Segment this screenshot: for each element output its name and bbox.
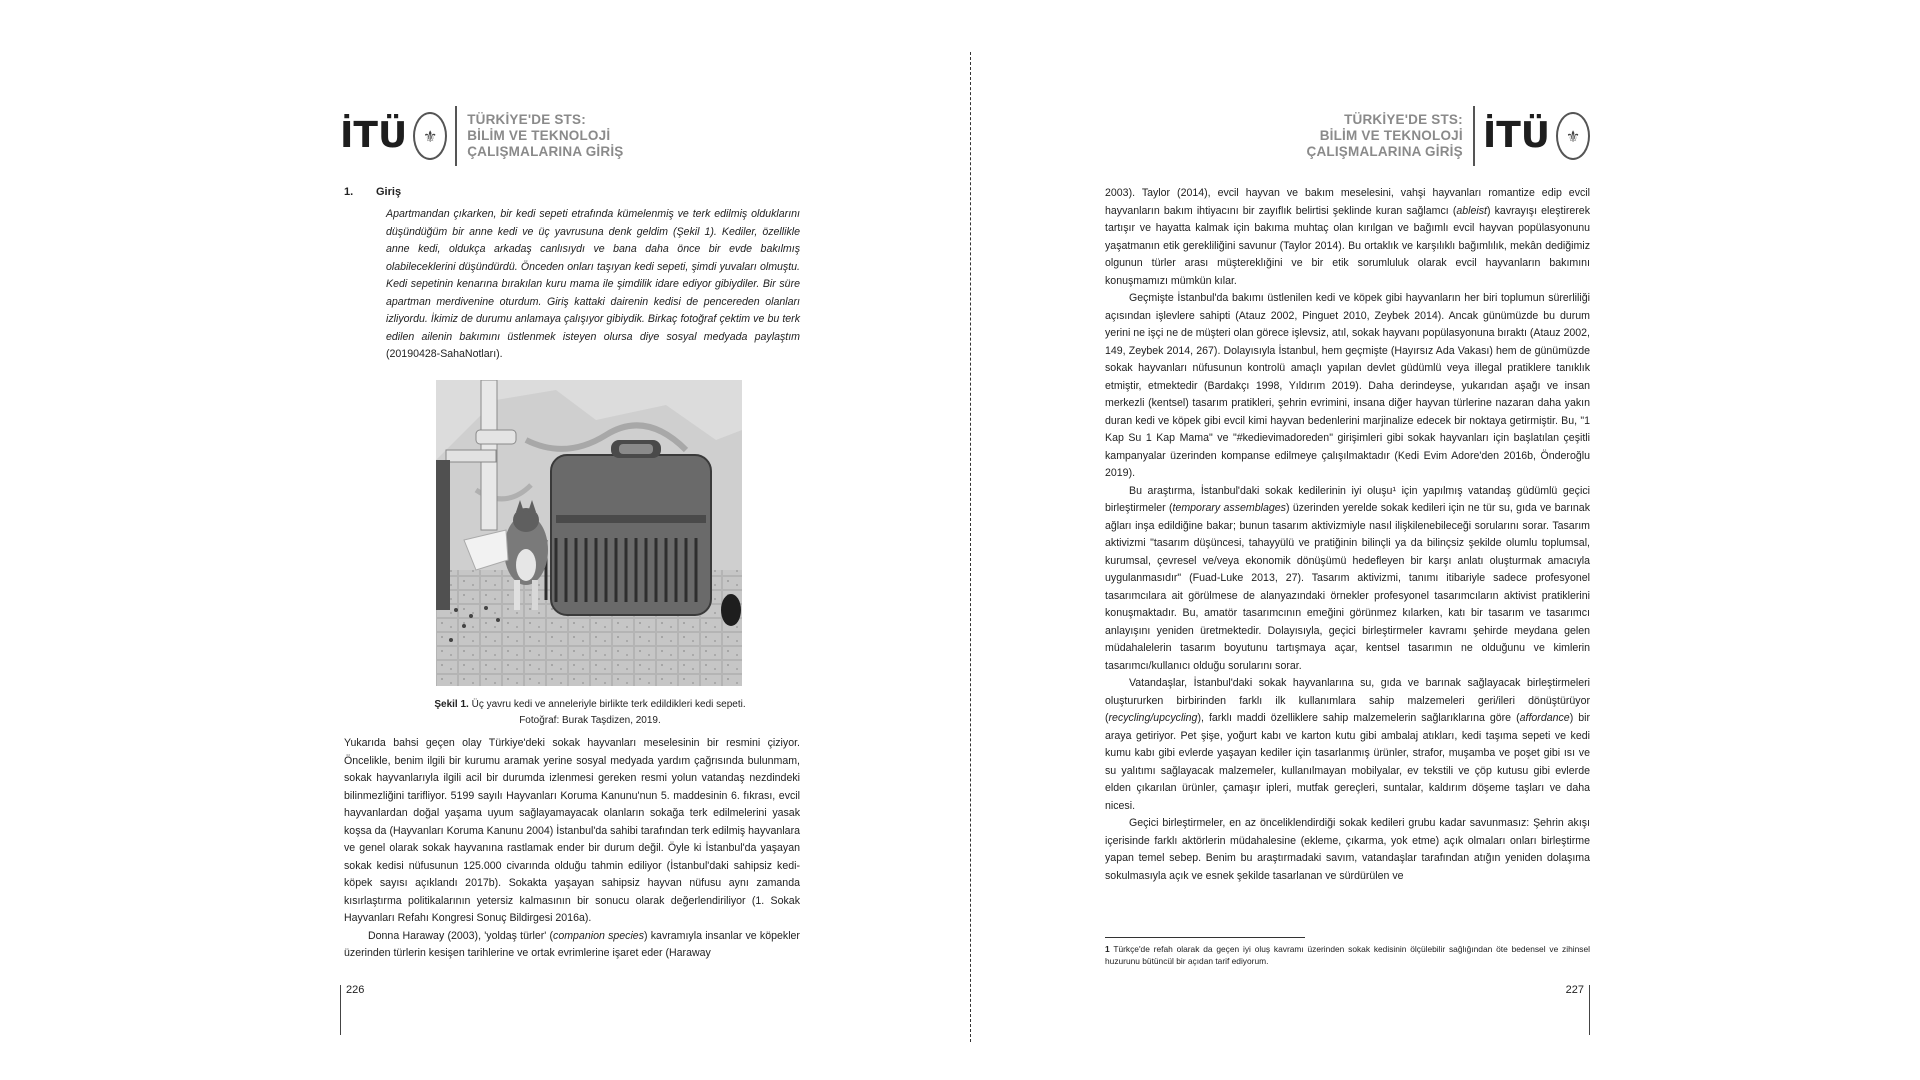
figure-caption-text: Üç yavru kedi ve anneleriyle birlikte terk edildikleri kedi sepeti.	[471, 699, 746, 710]
section-number: 1.	[344, 186, 354, 198]
university-seal-icon: ⚜	[413, 112, 447, 160]
book-series-title: TÜRKİYE'DE STS: BİLİM VE TEKNOLOJİ ÇALIŞMALARINA GİRİŞ	[467, 112, 624, 159]
left-page	[340, 0, 800, 1080]
footnote-number: 1	[1105, 944, 1110, 954]
figure-label: Şekil 1.	[434, 699, 469, 710]
page-header	[1307, 106, 1590, 166]
left-body-text	[344, 735, 800, 963]
body-paragraph: Donna Haraway (2003), 'yoldaş türler' (companion species) kavramıyla insanlar ve köpekler üzerinden türlerin kesişen tarihlerine ve ortak evrimlerine işaret eder (Haraway	[344, 929, 800, 959]
field-note-text: Apartmandan çıkarken, bir kedi sepeti etrafında kümelenmiş ve terk edilmiş olduklarını düşündüğüm bir anne kedi ve üç yavrusuna denk geldim (Şekil 1). Kediler, özellikle anne kedi, oldukça arkadaş canlısıydı ve bana daha önce bir evde bakılmış olabileceklerini düşündürdü. Önceden onları taşıyan kedi sepeti, şimdi yuvaları olmuştu. Kedi sepetinin kenarına bırakılan kuru mama ile şimdilik idare ediyor gibiydiler. Bir süre apartman merdivenine oturdum. Giriş kattaki dairenin kedisi de pencereden olanları izliyordu. İkimiz de durumu anlamaya çalışıyor gibiydik. Birkaç fotoğraf çektim ve bu terk edilen ailenin bakımını üstlenmek isteyen olursa diye sosyal medyada paylaştım	[386, 208, 800, 343]
page-number: 226	[346, 984, 365, 996]
page-header	[340, 106, 623, 166]
header-divider	[1473, 106, 1475, 166]
body-paragraph: Bu araştırma, İstanbul'daki sokak kedilerinin iyi oluşu¹ için yapılmış vatandaş güdümlü geçici birleştirmeler (temporary assemblages) üzerinden yerelde sokak kedileri için ne tür su, gıda ve barınak ağları inşa edildiğine bakar; bunun tasarım aktivizmiyle nasıl ilişkilenebileceği sorularını sorar. Tasarım aktivizmi "tasarım düşüncesi, tahayyülü ve pratiğinin bilinçli ya da bilinçsiz şekilde olumlu toplumsal, kurumsal, çevresel ve/veya ekonomik dönüşümü hedefleyen bir karşı anlatı oluşturmak amacıyla uygulanmasıdır" (Fuad-Luke 2013, 27). Tasarım aktivizmi, tanımı itibariyle sadece profesyonel tasarımcılara ait görülmese de alanyazındaki örnekler profesyonel tasarımcıların aktivist pratiklerini konuşmaktadır. Bu, amatör tasarımcının emeğini görünmez kılarken, katı bir tasarım ve tasarımcı anlayışını yeniden üretmektedir. Dolayısıyla, geçici birleştirmeler kavramı şehirde meydana gelen müdahalelerin tasarım boyutunu tartışmaya açar, kentsel tasarımın ne olduğunu ve kimlerin tasarımcı/kullanıcı olduğu sorularını sorar.	[1105, 484, 1590, 672]
footnote	[1105, 943, 1590, 967]
cat-carrier-photo	[436, 380, 742, 686]
page-corner-line	[340, 985, 341, 1035]
field-note-reference: (20190428-SahaNotları).	[386, 348, 503, 360]
right-page	[1105, 0, 1590, 1080]
figure-photo	[436, 380, 742, 686]
body-paragraph: Vatandaşlar, İstanbul'daki sokak hayvanlarına su, gıda ve barınak sağlayacak birleştirmeleri oluştururken birbirinden farklı ilk kullanımlara sahip malzemeleri geri/ileri dönüştürüyor (recycling/upcycling), farklı maddi özelliklere sahip malzemelerin sağlarıklarına göre (affordance) bir araya getiriyor. Pet şişe, yoğurt kabı ve karton kutu gibi ambalaj atıkları, kedi taşıma sepeti ve kedi kumu kabı gibi evlerde yaşayan kediler için tasarlanmış ürünler, strafor, muşamba ve poşet gibi ısı ve su yalıtımı sağlayacak malzemeler, kullanılmayan mobilyalar, ev tekstili ve çöp kutusu gibi evlerde elden çıkarılan ürünler, çamaşır ipleri, mutfak gereçleri, suntalar, kaldırım döşeme taşları ve daha nicesi.	[1105, 677, 1591, 812]
figure-caption	[380, 697, 800, 729]
section-heading	[344, 186, 401, 198]
body-paragraph: Geçici birleştirmeler, en az önceliklendirdiği sokak kedileri grubu kadar savunmasız: Şehrin akışı içerisinde farklı aktörlerin müdahalesine (ekleme, çıkarma, yok etme) açık olmaları onları birleştirme yapan temel sebep. Benim bu araştırmadaki savım, vatandaşlar tarafından atığın yeniden dolaşıma sokulmasıyla açık ve esnek şekilde tasarlanan ve sürdürülen ve	[1105, 817, 1590, 882]
book-series-title: TÜRKİYE'DE STS: BİLİM VE TEKNOLOJİ ÇALIŞMALARINA GİRİŞ	[1306, 112, 1463, 159]
body-paragraph: Geçmişte İstanbul'da bakımı üstlenilen kedi ve köpek gibi hayvanların her biri toplumun sürerliliği açısından işlevlere sahipti (Atauz 2002, Pinguet 2010, Zeybek 2014). Ancak günümüzde bu durum yerini ne işçi ne de müşteri olan görece işlevsiz, atıl, sokak hayvanı popülasyonuna bıraktı (Atauz 2002, 149, Zeybek 2014, 267). Dolayısıyla İstanbul, hem geçmişte (Hayırsız Ada Vakası) hem de günümüzde sokak hayvanları nüfusunun kontrolü amaçlı yapılan devlet güdümlü veya illegal pratiklere tanıklık etmiştir, etmektedir (Bardakçı 1998, Yıldırım 2019). Daha derindeyse, yukarıdan aşağı ve insan merkezli (kentsel) tasarım pratikleri, şehrin evrimini, insana diğer hayvan türlerine nazaran daha yakın duran kedi ve köpek gibi evcil kimi hayvan bedenlerini marjinalize edecek bir noktaya getirmiştir. Bu, "1 Kap Su 1 Kap Mama" ve "#kedievimadoreden" girişimleri gibi sokak hayvanları için başlatılan çeşitli kampanyalar üzerinden kompanse edilmeye çalışılmaktadır (Kedi Evim Adore'den 2016b, Önderoğlu 2019).	[1105, 292, 1590, 479]
figure-credit: Fotoğraf: Burak Taşdizen, 2019.	[519, 715, 661, 726]
page-number: 227	[1565, 984, 1584, 996]
page-corner-line	[1589, 985, 1590, 1035]
page-fold-line	[970, 52, 971, 1042]
field-note-quote	[386, 206, 800, 364]
section-title: Giriş	[376, 186, 402, 198]
footnote-divider	[1105, 937, 1305, 938]
body-paragraph: Yukarıda bahsi geçen olay Türkiye'deki sokak hayvanları meselesinin bir resmini çiziyor. Öncelikle, benim ilgili bir kurumu aramak yerine sosyal medyada yardım çağrısında bulunmam, sokak hayvanlarıyla ilgili acil bir durumda izlenmesi gereken resmi yolun vatandaş nezdindeki bilinmezliğini tarifliyor. 5199 sayılı Hayvanları Koruma Kanunu'nun 5. maddesinin 6. fıkrası, evcil hayvanlardan doğal yaşama uyum sağlayamayacak olanların sokağa terk edilmelerini yasak koşsa da (Hayvanları Koruma Kanunu 2004) İstanbul'da sahibi tarafından terk edilmiş hayvanlara ve genel olarak sokak hayvanına rastlamak ender bir durum değil. Öyle ki İstanbul'da yaşayan sokak kedisi nüfusunun 125.000 civarında olduğu tahmin ediliyor (İstanbul'daki sahipsiz kedi-köpek sayısı açıklandı 2017b). Sokakta yaşayan sahipsiz hayvan nüfusu aynı zamanda kısırlaştırma politikalarının yetersiz kalmasının bir sonucu olarak değerlendiriliyor (1. Sokak Hayvanları Refahı Kongresi Sonuç Bildirgesi 2016a).	[344, 737, 800, 924]
body-paragraph: 2003). Taylor (2014), evcil hayvan ve bakım meselesini, vahşi hayvanları romantize edip evcil hayvanların bakım ihtiyacını bir zayıflık belirtisi şeklinde kuran sağlamcı (ableist) kavrayışı eleştirerek tartışır ve hayatta kalmak için bakıma muhtaç olan kırılgan ve bağımlı evcil hayvan popülasyonunu yaşatmanın etik gerekliliğini savunur (Taylor 2014). Bu ortaklık ve karşılıklı bağımlılık, mekân dediğimiz olgunun türler arası müştereklığini ve bir etik sorumluluk olarak evcil hayvanların bakımını konuşmamızı mümkün kılar.	[1105, 187, 1590, 287]
footnote-text: Türkçe'de refah olarak da geçen iyi oluş kavramı üzerinden sokak kedisinin ölçülebilir sağlığından öte bedensel ve zihinsel huzurunu bütüncül bir açıdan tarif ediyorum.	[1105, 944, 1590, 966]
itu-logo: İTÜ	[1482, 115, 1550, 156]
header-divider	[455, 106, 457, 166]
itu-logo: İTÜ	[340, 115, 408, 156]
university-seal-icon: ⚜	[1556, 112, 1590, 160]
right-body-text	[1105, 185, 1590, 885]
